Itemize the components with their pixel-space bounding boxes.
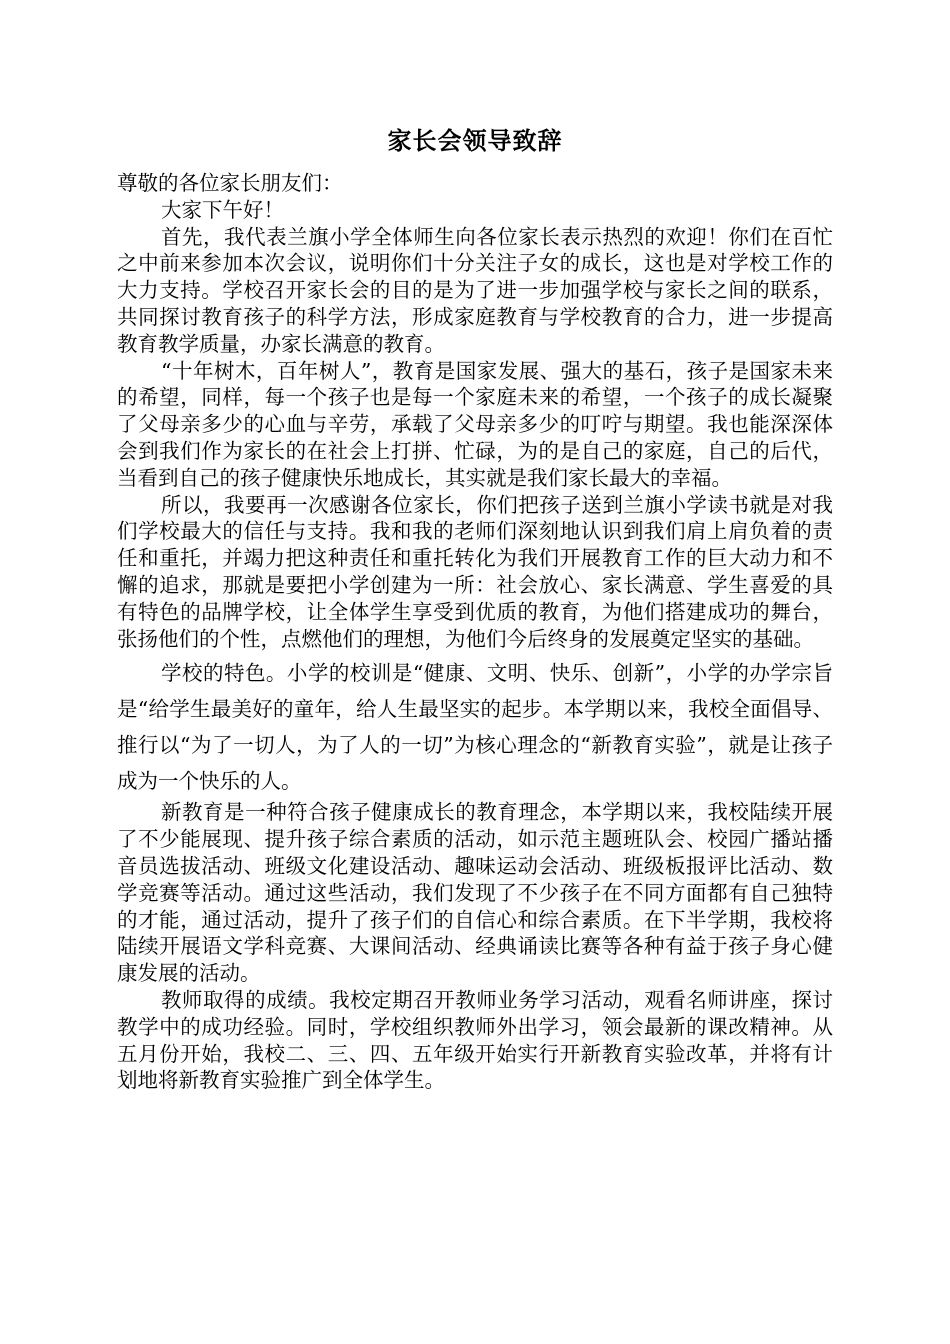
paragraph-new-education: 新教育是一种符合孩子健康成长的教育理念，本学期以来，我校陆续开展了不少能展现、提升孩子综合素质的活动，如示范主题班队会、校园广播站播音员选拔活动、班级文化建设活动、趣味运动会活动、班级板报评比活动、数学竞赛等活动。通过这些活动，我们发现了不少孩子在不同方面都有自己独特的才能，通过活动，提升了孩子们的自信心和综合素质。在下半学期，我校将陆续开展语文学科竞赛、大课间活动、经典诵读比赛等各种有益于孩子身心健康发展的活动。 — [117, 800, 833, 986]
paragraph-school-features: 学校的特色。小学的校训是“健康、文明、快乐、创新”，小学的办学宗旨是“给学生最美好的童年，给人生最坚实的起步。本学期以来，我校全面倡导、推行以“为了一切人，为了人的一切”为核心理念的“新教育实验”，就是让孩子成为一个快乐的人。 — [117, 661, 833, 794]
paragraph-greeting: 大家下午好！ — [161, 197, 284, 222]
paragraph-teacher-achievements: 教师取得的成绩。我校定期召开教师业务学习活动，观看名师讲座，探讨教学中的成功经验。同时，学校组织教师外出学习，领会最新的课改精神。从五月份开始，我校二、三、四、五年级开始实行开新教育实验改革，并将有计划地将新教育实验推广到全体学生。 — [117, 987, 833, 1093]
paragraph-education-hope: “十年树木，百年树人”，教育是国家发展、强大的基石，孩子是国家未来的希望，同样，每一个孩子也是每一个家庭未来的希望，一个孩子的成长凝聚了父母亲多少的心血与辛劳，承载了父母亲多少的叮咛与期望。我也能深深体会到我们作为家长的在社会上打拼、忙碌，为的是自己的家庭，自己的后代，当看到自己的孩子健康快乐地成长，其实就是我们家长最大的幸福。 — [117, 358, 833, 490]
document-title: 家长会领导致辞 — [387, 126, 563, 155]
document-body — [117, 170, 833, 1094]
salutation: 尊敬的各位家长朋友们： — [117, 171, 343, 195]
paragraph-gratitude: 所以，我要再一次感谢各位家长，你们把孩子送到兰旗小学读书就是对我们学校最大的信任与支持。我和我的老师们深刻地认识到我们肩上肩负着的责任和重托，并竭力把这种责任和重托转化为我们开展教育工作的巨大动力和不懈的追求，那就是要把小学创建为一所：社会放心、家长满意、学生喜爱的具有特色的品牌学校，让全体学生享受到优质的教育，为他们搭建成功的舞台，张扬他们的个性，点燃他们的理想，为他们今后终身的发展奠定坚实的基础。 — [117, 492, 833, 651]
paragraph-welcome: 首先，我代表兰旗小学全体师生向各位家长表示热烈的欢迎！你们在百忙之中前来参加本次会议，说明你们十分关注子女的成长，这也是对学校工作的大力支持。学校召开家长会的目的是为了进一步加强学校与家长之间的联系，共同探讨教育孩子的科学方法，形成家庭教育与学校教育的合力，进一步提高教育教学质量，办家长满意的教育。 — [117, 224, 833, 356]
